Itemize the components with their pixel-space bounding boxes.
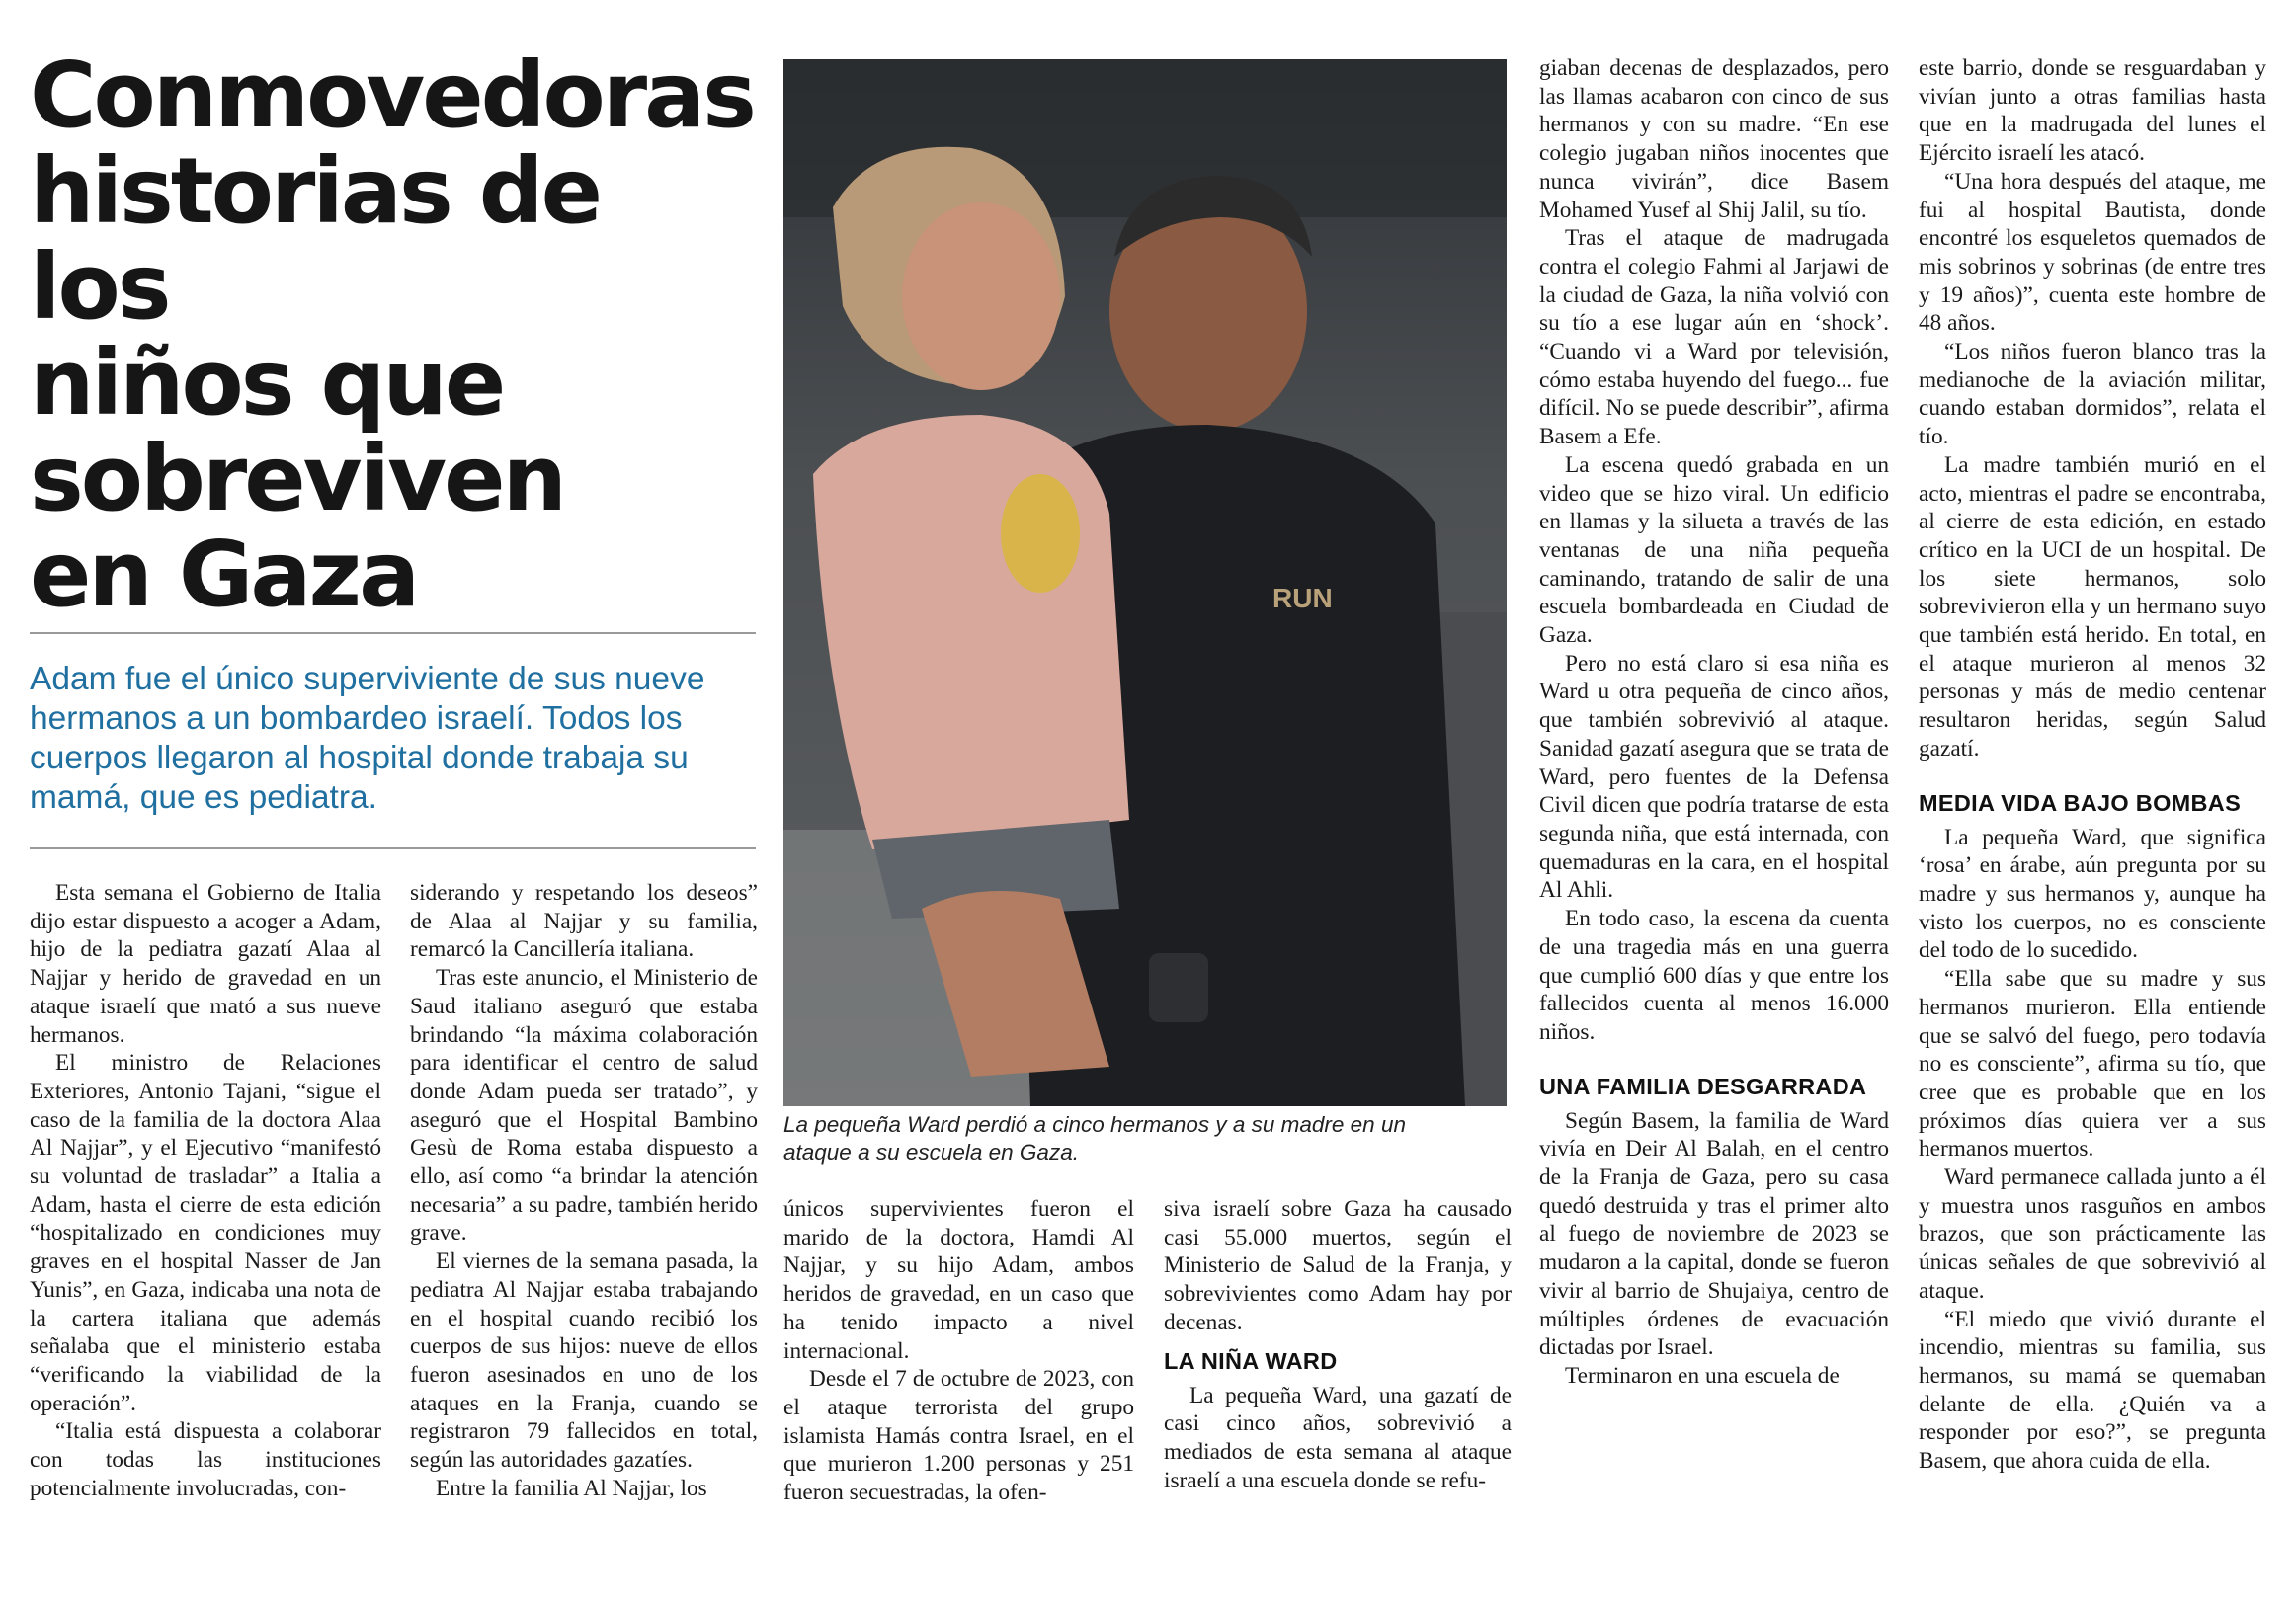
photo-illustration — [783, 59, 1507, 1106]
paragraph: Desde el 7 de octubre de 2023, con el ataque terrorista del grupo islamista Hamás contra Israel, en el que murieron 1.200 personas y 251 fueron secuestradas, la ofen- — [783, 1366, 1134, 1506]
paragraph: La pequeña Ward, que significa ‘rosa’ en árabe, aún pregunta por su madre y sus hermanos y, aunque ha visto los cuerpos, no es consciente del todo de lo sucedido. — [1919, 824, 2266, 964]
paragraph: este barrio, donde se resguardaban y vivían junto a otras familias hasta que en la madrugada del lunes el Ejército israelí les atacó. — [1919, 55, 2266, 167]
deck-subtitle: Adam fue el único superviviente de sus nueve hermanos a un bombardeo israelí. Todos los cuerpos llegaron al hospital donde trabaja su mamá, que es pediatra. — [30, 661, 705, 816]
paragraph: “El miedo que vivió durante el incendio, mientras su familia, sus hermanos, su mamá se quemaban delante de ella. ¿Quién va a responder por eso?”, se pregunta Basem, que ahora cuida de ella. — [1919, 1306, 2266, 1475]
paragraph: giaban decenas de desplazados, pero las llamas acabaron con cinco de sus hermanos y con su madre. “En ese colegio jugaban niños inocentes que nunca vivirán”, dice Basem Mohamed Yusef al Shij Jalil, su tío. — [1539, 55, 1889, 223]
paragraph: La madre también murió en el acto, mientras el padre se encontraba, al cierre de esta edición, en estado crítico en la UCI de un hospital. De los siete hermanos, solo sobrevivieron ella y un hermano suyo que también está herido. En total, en el ataque murieron al menos 32 personas y más de medio centenar resultaron heridas, según Salud gazatí. — [1919, 451, 2266, 762]
paragraph: El viernes de la semana pasada, la pediatra Al Najjar estaba trabajando en el hospital cuando recibió los cuerpos de sus hijos: nueve de ellos fueron asesinados en uno de los ataques en la Franja, cuando se registraron 79 fallecidos en total, según las autoridades gazatíes. — [410, 1248, 758, 1474]
paragraph: Según Basem, la familia de Ward vivía en Deir Al Balah, en el centro de la Franja de Gaza, pero su casa quedó destruida y tras el primer alto al fuego de noviembre de 2023 se mudaron a la capital, donde se fueron vivir al barrio de Shujaiya, centro de múltiples órdenes de evacuación dictadas por Israel. — [1539, 1107, 1889, 1361]
column-4 — [1164, 1195, 1512, 1494]
deck-top-rule — [30, 632, 756, 634]
paragraph: “Una hora después del ataque, me fui al hospital Bautista, donde encontré los esqueletos quemados de mis sobrinos y sobrinas (de entre tres y 19 años)”, cuenta este hombre de 48 años. — [1919, 168, 2266, 337]
paragraph: “Los niños fueron blanco tras la medianoche de la aviación militar, cuando estaban dormidos”, relata el tío. — [1919, 339, 2266, 450]
section-heading: UNA FAMILIA DESGARRADA — [1539, 1073, 1867, 1099]
column-1 — [30, 879, 381, 1502]
paragraph: únicos supervivientes fueron el marido de la doctora, Hamdi Al Najjar, y su hijo Adam, ambos heridos de gravedad, en un caso que ha tenido impacto a nivel internacional. — [783, 1196, 1134, 1364]
column-6 — [1919, 54, 2266, 1476]
paragraph: La pequeña Ward, una gazatí de casi cinco años, sobrevivió a mediados de esta semana al ataque israelí a una escuela donde se refu- — [1164, 1382, 1512, 1493]
section-heading: MEDIA VIDA BAJO BOMBAS — [1919, 789, 2242, 816]
paragraph: En todo caso, la escena da cuenta de una tragedia más en una guerra que cumplió 600 días y que entre los fallecidos cuenta al menos 16.000 niños. — [1539, 906, 1889, 1045]
paragraph: Esta semana el Gobierno de Italia dijo estar dispuesto a acoger a Adam, hijo de la pediatra gazatí Alaa al Najjar y herido de gravedad en un ataque israelí que mató a sus nueve hermanos. — [30, 880, 381, 1048]
paragraph: La escena quedó grabada en un video que se hizo viral. Un edificio en llamas y la silueta a través de las ventanas de una niña pequeña caminando, tratando de salir de una escuela bombardeada en Ciudad de Gaza. — [1539, 451, 1889, 649]
paragraph: Terminaron en una escuela de — [1565, 1362, 1840, 1389]
paragraph: siderando y respetando los deseos” de Alaa al Najjar y su familia, remarcó la Cancillería italiana. — [410, 880, 758, 963]
photo — [783, 59, 1507, 1106]
photo-caption: La pequeña Ward perdió a cinco hermanos y a su madre en un ataque a su escuela en Gaza. — [783, 1112, 1406, 1165]
paragraph: Entre la familia Al Najjar, los — [436, 1475, 707, 1501]
column-3 — [783, 1195, 1134, 1507]
paragraph: Pero no está claro si esa niña es Ward u otra pequeña de cinco años, que también sobrevivió al ataque. Sanidad gazatí asegura que se trata de Ward, pero fuentes de la Defensa Civil dicen que podría tratarse de esta segunda niña, que está internada, con quemaduras en la cara, en el hospital Al Ahli. — [1539, 650, 1889, 904]
paragraph: Tras el ataque de madrugada contra el colegio Fahmi al Jarjawi de la ciudad de Gaza, la niña volvió con su tío a ese lugar aún en ‘shock’. “Cuando vi a Ward por televisión, cómo estaba huyendo del fuego... fue difícil. No se puede describir”, afirma Basem a Efe. — [1539, 225, 1889, 450]
deck-bottom-rule — [30, 847, 756, 849]
paragraph: “Ella sabe que su madre y sus hermanos murieron. Ella entiende que se salvó del fuego, pero todavía no es consciente”, afirma su tío, que cree que es probable que en los próximos días quiera ver a sus hermanos muertos. — [1919, 966, 2266, 1163]
shirt-logo-text: RUN — [1272, 583, 1333, 613]
section-heading: LA NIÑA WARD — [1164, 1347, 1338, 1374]
paragraph: siva israelí sobre Gaza ha causado casi 55.000 muertos, según el Ministerio de Salud de la Franja, y sobrevivientes como Adam hay por decenas. — [1164, 1196, 1512, 1335]
column-5 — [1539, 54, 1889, 1391]
paragraph: Tras este anuncio, el Ministerio de Saud italiano aseguró que estaba brindando “la máxima colaboración para identificar el centro de salud donde Adam pueda ser tratado”, y aseguró que el Hospital Bambino Gesù de Roma estaba dispuesto a ello, así como “a brindar la atención necesaria” a su padre, también herido grave. — [410, 965, 758, 1246]
paragraph: Ward permanece callada junto a él y muestra unos rasguños en ambos brazos, que son prácticamente las únicas señales de que sobrevivió al ataque. — [1919, 1165, 2266, 1304]
column-2 — [410, 879, 758, 1502]
paragraph: “Italia está dispuesta a colaborar con todas las instituciones potencialmente involucradas, con- — [30, 1418, 381, 1501]
paragraph: El ministro de Relaciones Exteriores, Antonio Tajani, “sigue el caso de la familia de la doctora Alaa Al Najjar”, y el Ejecutivo “manifestó su voluntad de trasladar” a Italia a Adam, hasta el cierre de esta edición “hospitalizado en condiciones muy graves en el hospital Nasser de Jan Yunis”, en Gaza, indicaba una nota de la cartera italiana que además señalaba que el ministerio estaba “verificando la viabilidad de la operación”. — [30, 1050, 381, 1416]
headline: Conmovedoras historias de los niños que sobreviven en Gaza — [30, 42, 754, 627]
